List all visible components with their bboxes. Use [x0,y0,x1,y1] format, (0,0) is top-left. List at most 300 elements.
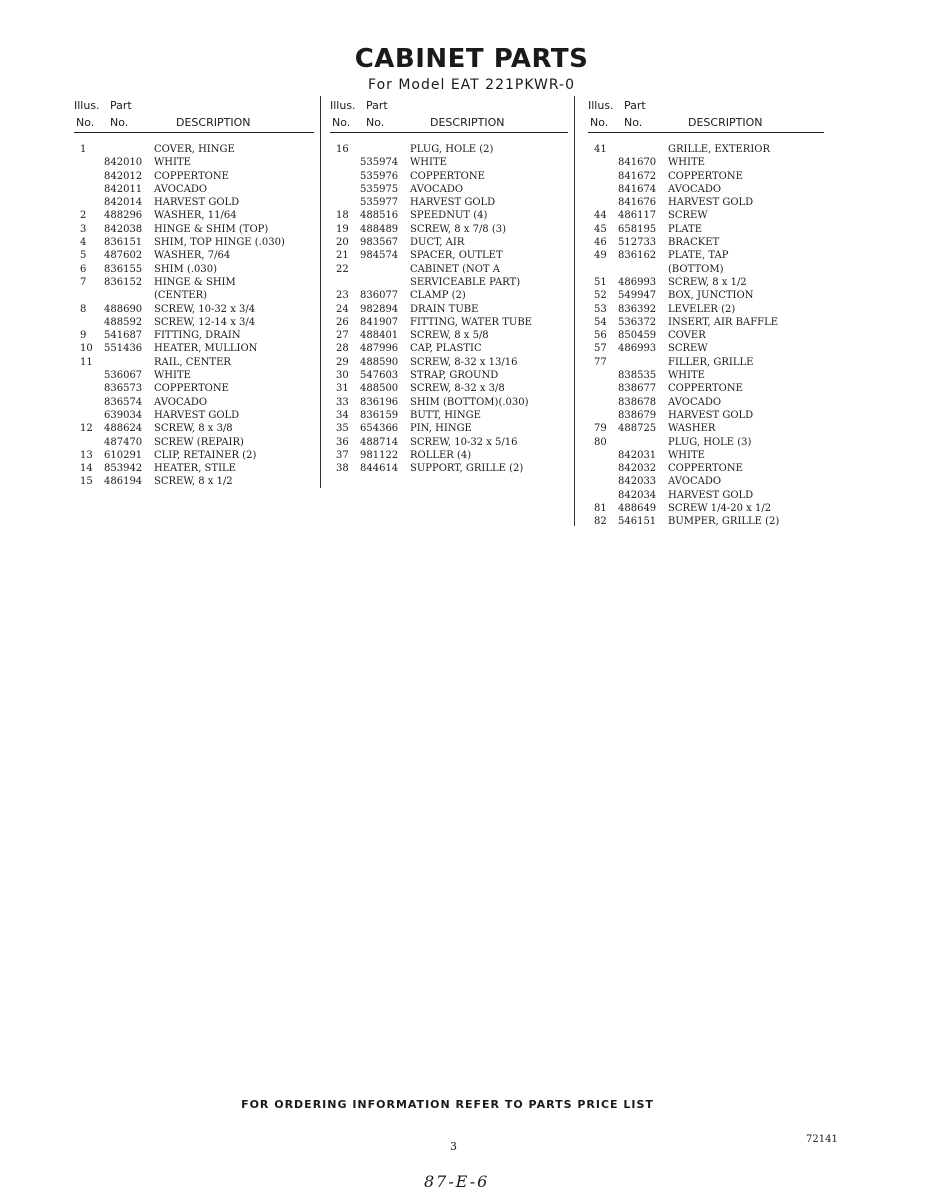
table-row [330,449,568,462]
header-part: Part [624,99,646,112]
description-cell: COPPERTONE [154,170,229,182]
table-row [588,236,824,249]
description-cell: INSERT, AIR BAFFLE [668,316,779,328]
table-row [74,329,314,342]
parts-rows [74,143,314,489]
table-row [588,276,824,289]
illus-no-cell [74,156,104,169]
description-cell: (CENTER) [154,290,208,302]
header-description: DESCRIPTION [176,116,251,129]
description-cell: LEVELER (2) [668,303,736,315]
part-no-cell: 488714 [360,436,399,448]
column-header [588,96,824,133]
part-no-cell: 844614 [360,463,399,475]
part-no-cell: 842038 [104,223,143,235]
table-row [330,329,568,342]
table-row [74,143,314,156]
table-row [330,342,568,355]
illus-no-cell: 21 [336,250,349,262]
table-row [588,489,824,502]
part-no-cell: 488401 [360,330,399,342]
part-no-cell: 842012 [104,170,143,182]
description-cell: HARVEST GOLD [668,197,754,209]
part-no-cell: 836077 [360,290,399,302]
description-cell: CLIP, RETAINER (2) [154,449,257,461]
description-cell: WHITE [410,157,447,169]
illus-no-cell: 23 [336,290,349,302]
illus-no-cell [588,396,618,409]
description-cell: AVOCADO [154,396,208,408]
description-cell: AVOCADO [668,396,722,408]
description-cell: SPEEDNUT (4) [410,210,488,222]
illus-no-cell [588,263,618,276]
part-no-cell: 486117 [618,210,657,222]
part-no-cell: 841674 [618,183,657,195]
part-no-cell: 486194 [104,476,143,488]
description-cell: WHITE [668,370,705,382]
description-cell: SCREW, 10-32 x 5/16 [410,436,518,448]
illus-no-cell [74,409,104,422]
description-cell: SCREW [668,210,708,222]
part-no-cell: 842014 [104,197,143,209]
table-row [74,209,314,222]
illus-no-cell: 15 [80,476,93,488]
table-row [74,249,314,262]
part-no-cell: 535974 [360,157,399,169]
description-cell: COPPERTONE [668,383,743,395]
illus-no-cell: 2 [80,210,87,222]
description-cell: FITTING, DRAIN [154,330,241,342]
part-no-cell: 658195 [618,223,657,235]
illus-no-cell: 11 [80,356,93,368]
table-row [330,396,568,409]
table-row [330,369,568,382]
part-no-cell: 842010 [104,157,143,169]
description-cell: HEATER, STILE [154,463,236,475]
table-row [330,316,568,329]
illus-no-cell: 33 [336,396,349,408]
illus-no-cell: 44 [594,210,607,222]
table-row [588,196,824,209]
description-cell: BUMPER, GRILLE (2) [668,516,780,528]
illus-no-cell [74,183,104,196]
illus-no-cell [330,170,360,183]
illus-no-cell: 6 [80,263,87,275]
header-no: No. [76,116,95,129]
description-cell: COPPERTONE [668,170,743,182]
illus-no-cell [74,289,104,302]
illus-no-cell: 5 [80,250,87,262]
table-row [330,276,568,289]
table-row [588,369,824,382]
part-no-cell [360,276,410,289]
table-row [330,196,568,209]
page-title: CABINET PARTS [354,44,589,74]
part-no-cell: 981122 [360,449,399,461]
part-no-cell: 838679 [618,409,657,421]
illus-no-cell [330,183,360,196]
illus-no-cell [74,170,104,183]
description-cell: HINGE & SHIM (TOP) [154,223,269,235]
illus-no-cell: 14 [80,463,93,475]
illus-no-cell: 13 [80,449,93,461]
description-cell: HARVEST GOLD [410,197,496,209]
table-row [74,263,314,276]
part-no-cell: 841670 [618,157,657,169]
table-row [330,156,568,169]
table-row [588,329,824,342]
description-cell: PLATE [668,223,703,235]
table-row [588,436,824,449]
illus-no-cell [74,382,104,395]
header-description: DESCRIPTION [688,116,763,129]
illus-no-cell: 12 [80,423,93,435]
table-row [74,356,314,369]
description-cell: FITTING, WATER TUBE [410,316,532,328]
part-no-cell: 536067 [104,370,143,382]
part-no-cell [104,289,154,302]
table-row [588,396,824,409]
table-row [330,382,568,395]
description-cell: HARVEST GOLD [668,409,754,421]
illus-no-cell: 31 [336,383,349,395]
part-no-cell: 488624 [104,423,143,435]
part-no-cell: 984574 [360,250,399,262]
part-no-cell: 841672 [618,170,657,182]
part-no-cell: 836155 [104,263,143,275]
table-row [588,209,824,222]
description-cell: WHITE [668,449,705,461]
table-row [588,515,824,528]
header-part-no: No. [366,116,385,129]
table-row [74,396,314,409]
table-row [588,422,824,435]
table-row [588,382,824,395]
table-row [330,143,568,156]
column-header [74,96,314,133]
table-row [588,183,824,196]
description-cell: HEATER, MULLION [154,343,258,355]
description-cell: AVOCADO [668,476,722,488]
part-no-cell: 654366 [360,423,399,435]
illus-no-cell: 22 [336,263,349,275]
part-no-cell: 535975 [360,183,399,195]
description-cell: BRACKET [668,237,720,249]
illus-no-cell [588,183,618,196]
part-no-cell [104,356,154,369]
table-row [588,342,824,355]
description-cell: DRAIN TUBE [410,303,479,315]
table-row [74,462,314,475]
part-no-cell: 842033 [618,476,657,488]
description-cell: PLATE, TAP [668,250,729,262]
part-no-cell: 488690 [104,303,143,315]
description-cell: SCREW, 8 x 1/2 [668,276,747,288]
table-row [588,156,824,169]
illus-no-cell: 45 [594,223,607,235]
description-cell: SCREW, 8 x 3/8 [154,423,233,435]
part-no-cell: 842032 [618,463,657,475]
table-row [330,209,568,222]
part-no-cell: 841907 [360,316,399,328]
illus-no-cell: 28 [336,343,349,355]
table-row [330,236,568,249]
table-row [330,436,568,449]
illus-no-cell [588,156,618,169]
table-row [330,249,568,262]
description-cell: CLAMP (2) [410,290,466,302]
parts-column-3 [588,96,824,529]
part-no-cell: 836152 [104,276,143,288]
table-row [588,449,824,462]
table-row [74,475,314,488]
illus-no-cell: 9 [80,330,87,342]
part-no-cell [618,356,668,369]
part-no-cell: 487996 [360,343,399,355]
illus-no-cell [74,436,104,449]
illus-no-cell: 57 [594,343,607,355]
part-no-cell: 488489 [360,223,399,235]
description-cell: PIN, HINGE [410,423,472,435]
part-no-cell: 541687 [104,330,143,342]
illus-no-cell: 54 [594,316,607,328]
description-cell: SHIM (BOTTOM)(.030) [410,396,529,408]
description-cell: SHIM, TOP HINGE (.030) [154,237,285,249]
part-no-cell: 842034 [618,489,657,501]
description-cell: CABINET (NOT A [410,263,500,275]
table-row [588,223,824,236]
part-no-cell: 488592 [104,316,143,328]
illus-no-cell [588,170,618,183]
illus-no-cell [330,156,360,169]
part-no-cell: 488516 [360,210,399,222]
description-cell: SCREW, 8 x 7/8 (3) [410,223,507,235]
part-no-cell: 836196 [360,396,399,408]
description-cell: WHITE [668,157,705,169]
table-row [588,143,824,156]
description-cell: ROLLER (4) [410,449,472,461]
illus-no-cell: 26 [336,316,349,328]
part-no-cell: 838677 [618,383,657,395]
table-row [330,263,568,276]
part-no-cell: 535976 [360,170,399,182]
illus-no-cell: 19 [336,223,349,235]
description-cell: AVOCADO [154,183,208,195]
ordering-footer: FOR ORDERING INFORMATION REFER TO PARTS PRICE LIST [241,1098,654,1111]
part-no-cell: 535977 [360,197,399,209]
description-cell: HINGE & SHIM [154,276,236,288]
header-part-no: No. [624,116,643,129]
part-no-cell: 836392 [618,303,657,315]
illus-no-cell: 52 [594,290,607,302]
description-cell: WASHER [668,423,716,435]
illus-no-cell: 77 [594,356,607,368]
description-cell: (BOTTOM) [668,263,724,275]
table-row [330,422,568,435]
part-no-cell [618,436,668,449]
table-row [330,289,568,302]
table-row [588,316,824,329]
illus-no-cell: 29 [336,356,349,368]
illus-no-cell [74,316,104,329]
description-cell: BOX, JUNCTION [668,290,754,302]
table-row [74,382,314,395]
part-no-cell: 838535 [618,370,657,382]
illus-no-cell [74,196,104,209]
illus-no-cell: 80 [594,436,607,448]
table-row [330,356,568,369]
parts-rows [330,143,568,475]
parts-rows [588,143,824,529]
table-row [74,236,314,249]
table-row [330,409,568,422]
description-cell: WASHER, 7/64 [154,250,231,262]
illus-no-cell: 3 [80,223,87,235]
description-cell: COVER [668,330,706,342]
part-no-cell: 983567 [360,237,399,249]
description-cell: SCREW [668,343,708,355]
illus-no-cell: 41 [594,144,607,155]
illus-no-cell: 79 [594,423,607,435]
illus-no-cell [74,369,104,382]
header-part: Part [366,99,388,112]
description-cell: WHITE [154,157,191,169]
part-no-cell: 836162 [618,250,657,262]
table-row [74,316,314,329]
column-divider [320,96,321,488]
illus-no-cell [588,462,618,475]
table-row [74,436,314,449]
description-cell: RAIL, CENTER [154,356,231,368]
illus-no-cell [330,196,360,209]
table-row [74,156,314,169]
description-cell: AVOCADO [410,183,464,195]
parts-column-1 [74,96,314,489]
illus-no-cell [588,196,618,209]
illus-no-cell: 81 [594,503,607,515]
description-cell: SCREW 1/4-20 x 1/2 [668,503,772,515]
handwritten-note: 87-E-6 [424,1172,490,1191]
table-row [588,170,824,183]
description-cell: CAP, PLASTIC [410,343,482,355]
header-part: Part [110,99,132,112]
illus-no-cell: 20 [336,237,349,249]
description-cell: COVER, HINGE [154,144,235,155]
part-no-cell: 836574 [104,396,143,408]
table-row [588,475,824,488]
part-no-cell: 610291 [104,449,143,461]
part-no-cell: 842031 [618,449,657,461]
illus-no-cell: 82 [594,516,607,528]
illus-no-cell [330,276,360,289]
part-no-cell [618,143,668,156]
table-row [330,183,568,196]
description-cell: WASHER, 11/64 [154,210,237,222]
column-divider [574,96,575,526]
table-row [330,303,568,316]
illus-no-cell: 30 [336,370,349,382]
table-row [588,356,824,369]
table-row [74,223,314,236]
table-row [330,462,568,475]
description-cell: SCREW, 8-32 x 3/8 [410,383,505,395]
description-cell: HARVEST GOLD [154,409,240,421]
table-row [74,183,314,196]
description-cell: SHIM (.030) [154,263,218,275]
part-no-cell: 547603 [360,370,399,382]
header-no: No. [332,116,351,129]
description-cell: FILLER, GRILLE [668,356,754,368]
description-cell: SCREW, 8 x 5/8 [410,330,489,342]
part-no-cell: 836151 [104,237,143,249]
illus-no-cell [74,396,104,409]
description-cell: DUCT, AIR [410,237,465,249]
illus-no-cell [588,369,618,382]
part-no-cell: 536372 [618,316,657,328]
table-row [74,276,314,289]
illus-no-cell [588,489,618,502]
part-no-cell: 486993 [618,276,657,288]
header-illus: Illus. [74,99,100,112]
table-row [74,196,314,209]
part-no-cell: 982894 [360,303,399,315]
illus-no-cell: 27 [336,330,349,342]
description-cell: SCREW, 12-14 x 3/4 [154,316,256,328]
illus-no-cell: 46 [594,237,607,249]
table-row [74,422,314,435]
part-no-cell [360,143,410,156]
description-cell: SCREW (REPAIR) [154,436,244,448]
part-no-cell [618,263,668,276]
part-no-cell: 488590 [360,356,399,368]
description-cell: WHITE [154,370,191,382]
header-no: No. [590,116,609,129]
illus-no-cell: 49 [594,250,607,262]
illus-no-cell: 38 [336,463,349,475]
header-illus: Illus. [330,99,356,112]
part-no-cell: 838678 [618,396,657,408]
illus-no-cell: 51 [594,276,607,288]
description-cell: SUPPORT, GRILLE (2) [410,463,524,475]
illus-no-cell: 4 [80,237,87,249]
description-cell: STRAP, GROUND [410,370,499,382]
part-no-cell: 639034 [104,409,143,421]
illus-no-cell [588,409,618,422]
part-no-cell: 546151 [618,516,657,528]
description-cell: COPPERTONE [410,170,485,182]
description-cell: HARVEST GOLD [154,197,240,209]
part-no-cell: 488296 [104,210,143,222]
table-row [74,303,314,316]
table-row [74,369,314,382]
document-code: 72141 [806,1134,838,1145]
part-no-cell: 488725 [618,423,657,435]
table-row [330,170,568,183]
table-row [588,502,824,515]
table-row [588,289,824,302]
header-illus: Illus. [588,99,614,112]
table-row [74,449,314,462]
header-description: DESCRIPTION [430,116,505,129]
illus-no-cell: 36 [336,436,349,448]
part-no-cell: 488649 [618,503,657,515]
table-row [74,409,314,422]
illus-no-cell: 53 [594,303,607,315]
part-no-cell [360,263,410,276]
part-no-cell: 842011 [104,183,143,195]
header-part-no: No. [110,116,129,129]
column-header [330,96,568,133]
